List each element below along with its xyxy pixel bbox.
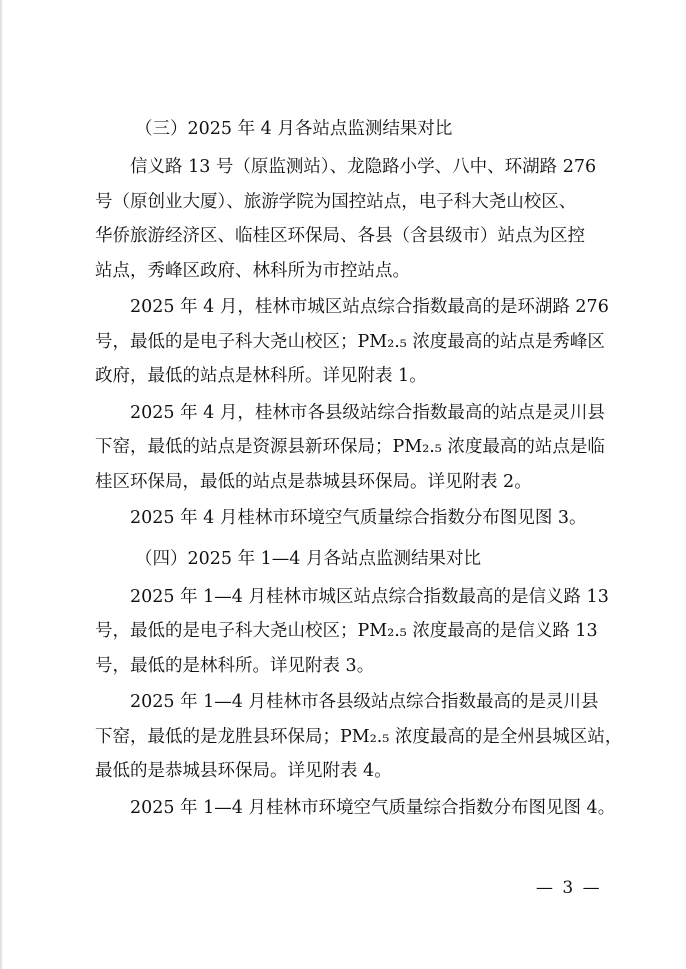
paragraph-line: 桂区环保局，最低的站点是恭城县环保局。详见附表 2。: [95, 471, 532, 492]
paragraph-line: 站点，秀峰区政府、林科所为市控站点。: [95, 260, 410, 281]
paragraph-jan-apr-urban: [95, 580, 615, 684]
paragraph-line: 号，最低的是电子科大尧山校区；PM₂.₅ 浓度最高的是信义路 13: [95, 621, 598, 641]
paragraph-line: 2025 年 4 月，桂林市各县级站综合指数最高的站点是灵川县: [130, 402, 605, 423]
paragraph-line: 2025 年 1—4 月桂林市环境空气质量综合指数分布图见图 4。: [130, 797, 616, 818]
paragraph-line: 华侨旅游经济区、临桂区环保局、各县（含县级市）站点为区控: [95, 226, 585, 246]
page-edge-shadow: [0, 0, 3, 969]
paragraph-line: 号（原创业大厦）、旅游学院为国控站点，电子科大尧山校区、: [95, 191, 577, 212]
paragraph-line: 2025 年 4 月桂林市环境空气质量综合指数分布图见图 3。: [130, 508, 587, 528]
paragraph-line: 最低的是恭城县环保局。详见附表 4。: [95, 761, 392, 781]
section-heading-4: （四）2025 年 1—4 月各站点监测结果对比: [135, 548, 481, 569]
paragraph-line: 信义路 13 号（原监测站）、龙隐路小学、八中、环湖路 276: [130, 157, 597, 177]
paragraph-line: 政府，最低的站点是林科所。详见附表 1。: [95, 366, 427, 386]
paragraph-jan-apr-figure-ref: [95, 791, 615, 826]
page-number: — 3 —: [536, 878, 602, 898]
paragraph-line: 下窑，最低的是龙胜县环保局；PM₂.₅ 浓度最高的是全州县城区站，: [95, 726, 623, 747]
section-heading-3: （三）2025 年 4 月各站点监测结果对比: [135, 119, 453, 139]
paragraph-april-figure-ref: [95, 501, 615, 536]
paragraph-line: 2025 年 1—4 月桂林市各县级站点综合指数最高的是灵川县: [130, 692, 599, 712]
document-body: [95, 114, 623, 827]
paragraph-line: 号，最低的是电子科大尧山校区；PM₂.₅ 浓度最高的站点是秀峰区: [95, 331, 605, 352]
paragraph-april-county: [95, 396, 615, 500]
paragraph-line: 号，最低的是林科所。详见附表 3。: [95, 655, 375, 676]
paragraph-station-categories: [95, 150, 615, 288]
paragraph-line: 下窑，最低的站点是资源县新环保局；PM₂.₅ 浓度最高的站点是临: [95, 437, 605, 457]
paragraph-line: 2025 年 4 月，桂林市城区站点综合指数最高的是环湖路 276: [130, 297, 609, 317]
paragraph-jan-apr-county: [95, 685, 623, 789]
paragraph-april-urban: [95, 290, 615, 394]
paragraph-line: 2025 年 1—4 月桂林市城区站点综合指数最高的是信义路 13: [130, 586, 609, 607]
